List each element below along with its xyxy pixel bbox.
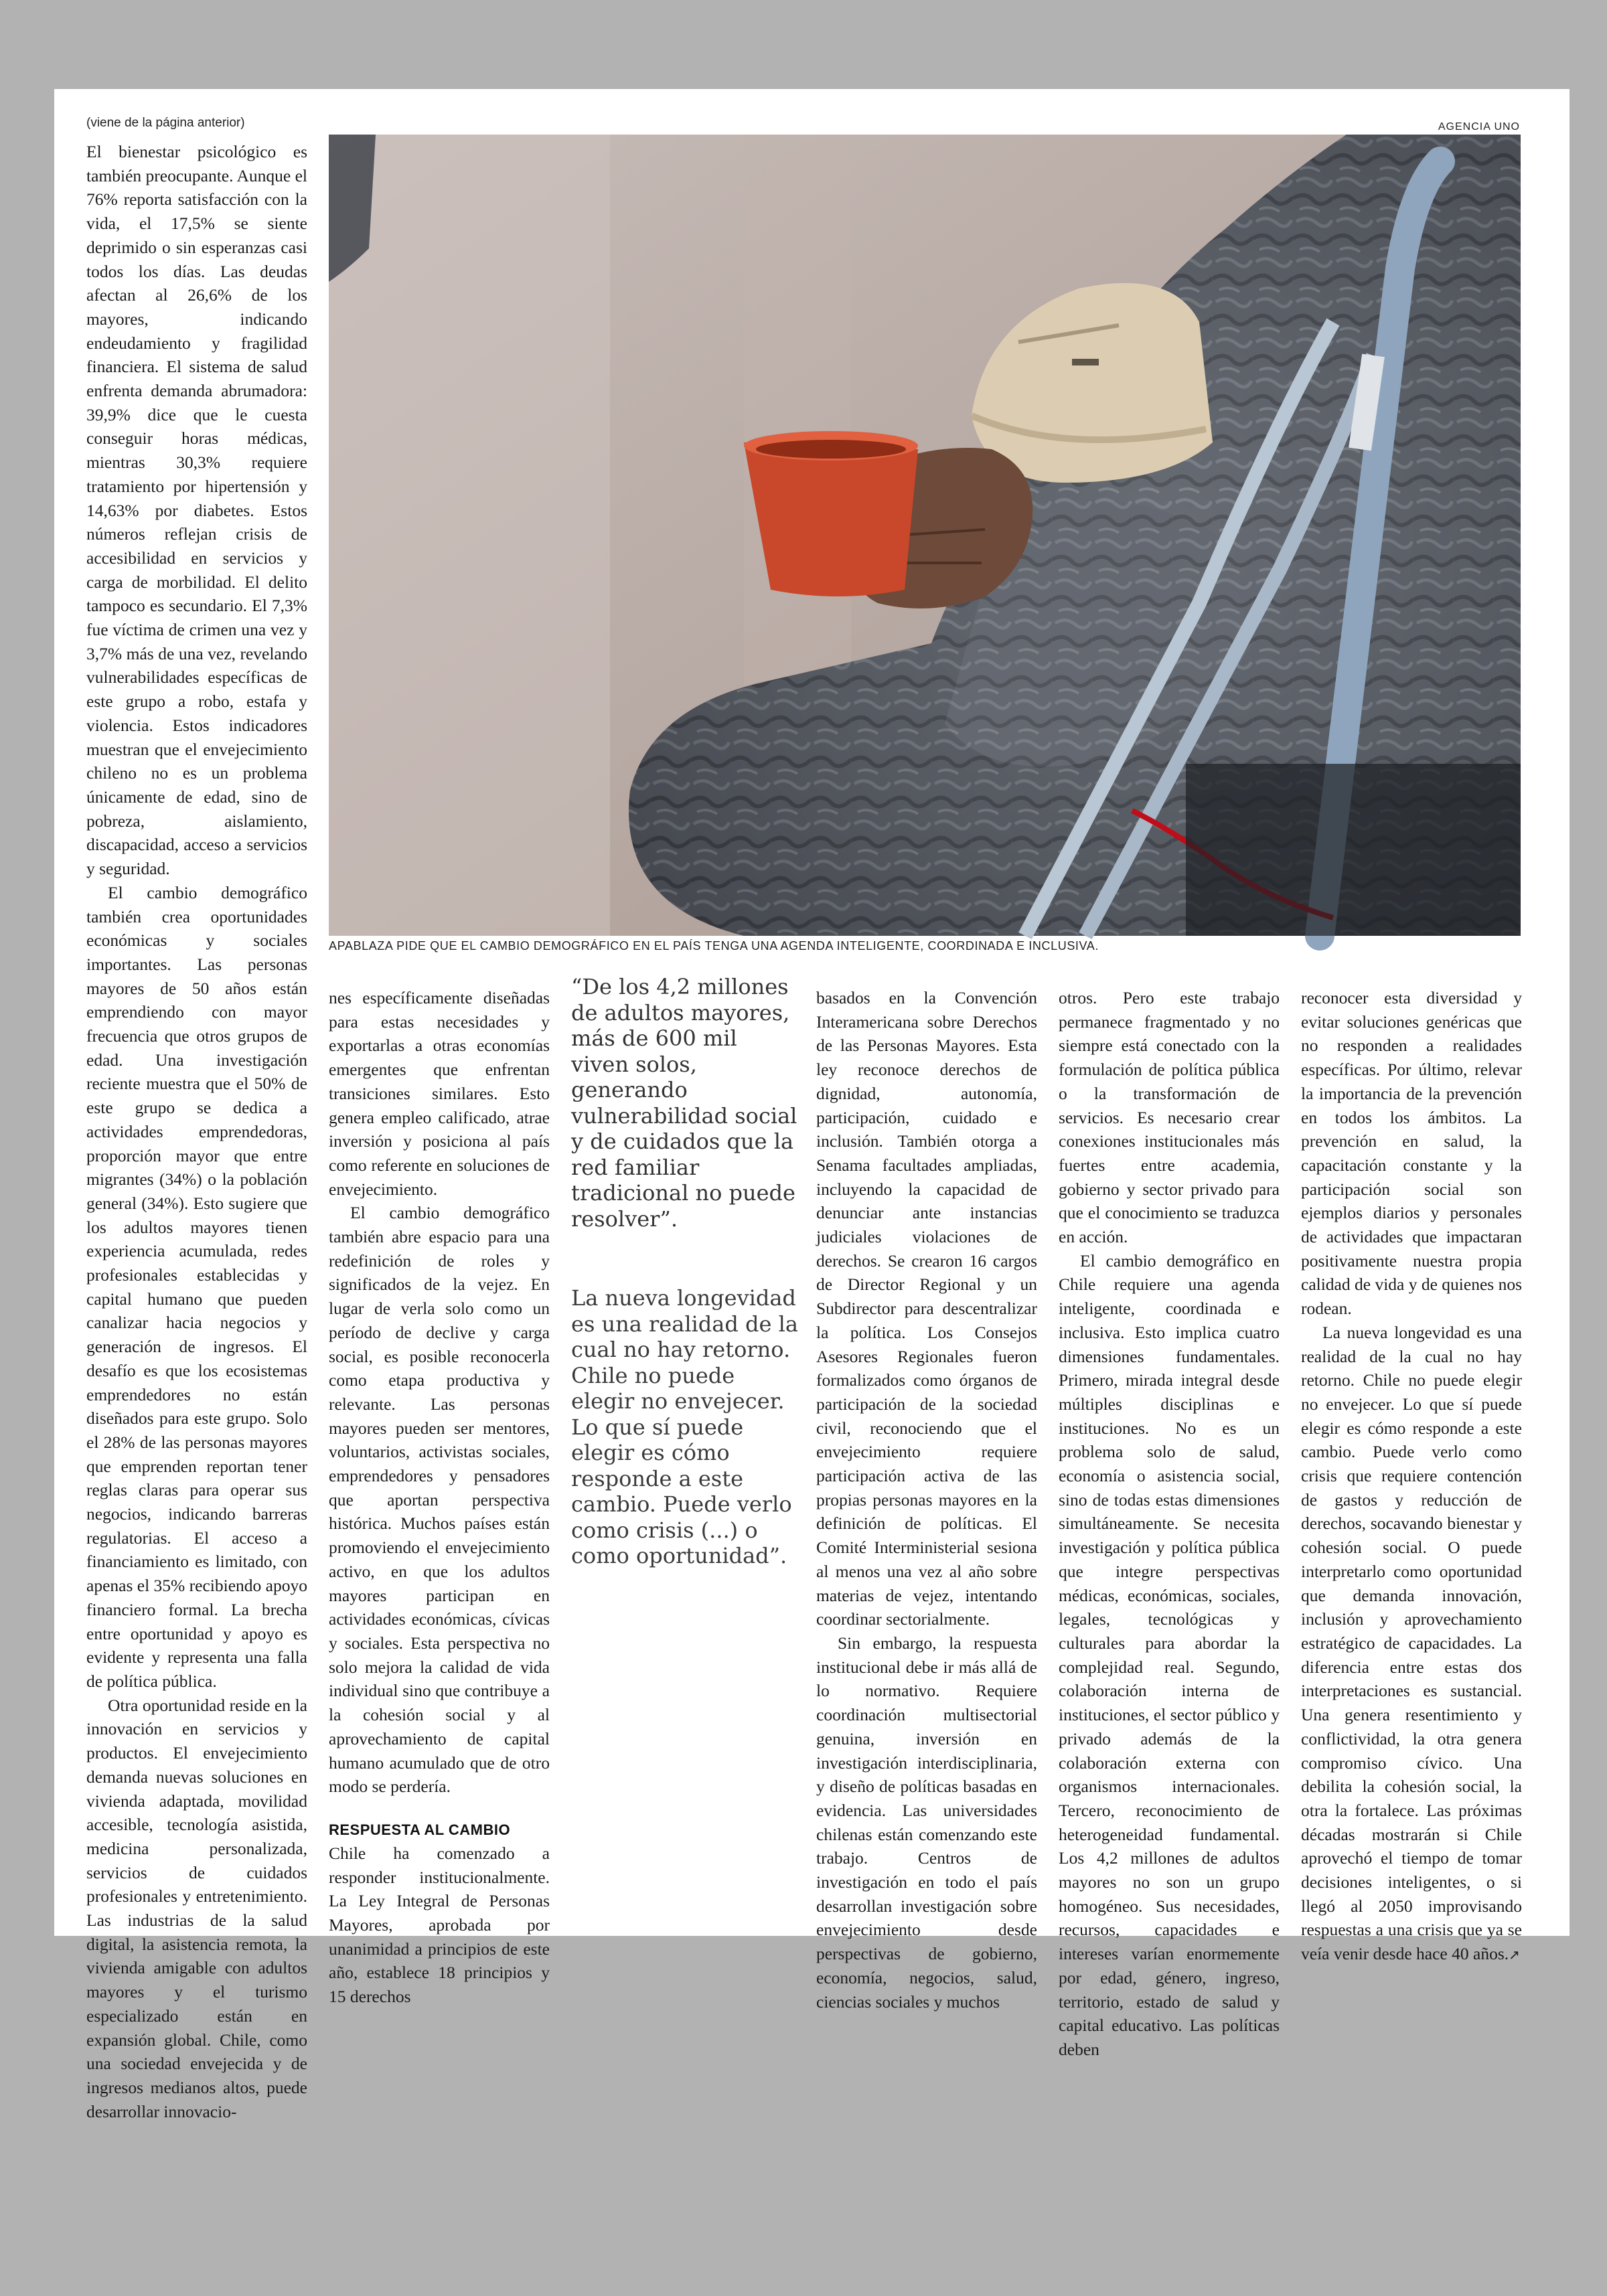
continued-from-label: (viene de la página anterior) bbox=[86, 116, 245, 130]
article-column-1 bbox=[86, 140, 307, 2121]
article-column-5 bbox=[1059, 986, 1280, 2059]
article-photo bbox=[329, 135, 1521, 936]
paragraph: El cambio demográfico también crea oportunidades económicas y sociales importantes. Las personas mayores de 50 años están emprendiendo con mayor frecuencia que otros grupos de edad. Una investigación reciente muestra que el 50% de este grupo se dedica a actividades emprendedoras, proporción mayor que entre migrantes (34%) o la población general (34%). Esto sugiere que los adultos mayores tienen experiencia acumulada, redes profesionales establecidas y capital humano que pueden canalizar hacia negocios y generación de ingresos. El desafío es que los ecosistemas emprendedores no están diseñados para este grupo. Solo el 28% de las personas mayores que emprenden reportan tener reglas claras para operar sus negocios, indicando barreras regulatorias. El acceso a financiamiento es limitado, con apenas el 35% recibiendo apoyo financiero formal. La brecha entre oportunidad y apoyo es evidente y representa una falla de política pública. bbox=[86, 882, 307, 1691]
closing-paragraph-text: La nueva longevidad es una realidad de la cual no hay retorno. Chile no puede elegir no envejecer. Lo que sí puede elegir es cómo responde a este cambio. Puede verlo como crisis que requiere contención de gastos y reducción de derechos, socavando bienestar y cohesión social. O puede interpretarlo como oportunidad que demanda innovación, inclusión y aprovechamiento estratégico de capacidades. La diferencia entre estas dos interpretaciones es sustancial. Una genera resentimiento y conflictividad, la otra genera compromiso cívico. Una debilita la cohesión social, la otra la fortalece. Las próximas décadas mostrarán si Chile aprovechó el tiempo de tomar decisiones inteligentes, o si llegó al 2050 improvisando respuestas a una crisis que ya se veía venir desde hace 40 años. bbox=[1301, 1322, 1522, 1964]
article-column-2 bbox=[329, 986, 550, 2007]
section-subhead: RESPUESTA AL CAMBIO bbox=[329, 1821, 511, 1838]
paragraph: reconocer esta diversidad y evitar soluciones genéricas que no responden a realidades específicas. Por último, relevar la importancia de la prevención en todos los ámbitos. La prevención en salud, la capacitación constante y la participación social son ejemplos diarios y personales de actividades que impactaran positivamente nuestra propia calidad de vida y de quienes nos rodean. bbox=[1301, 988, 1522, 1319]
end-mark-icon: ↗ bbox=[1509, 1947, 1520, 1963]
pull-quote: “De los 4,2 millones de adultos mayores, más de 600 mil viven solos, generando vulnerabilidad social y de cuidados que la red familiar tradicional no puede resolver”. bbox=[571, 974, 797, 1232]
photo-credit: AGENCIA UNO bbox=[1438, 121, 1520, 133]
paragraph: Sin embargo, la respuesta institucional debe ir más allá de lo normativo. Requiere coordinación multisectorial genuina, inversión en investigación interdisciplinaria, y diseño de políticas basadas en evidencia. Las universidades chilenas están comenzando este trabajo. Centros de investigación en todo el país desarrollan investigación sobre envejecimiento desde perspectivas de gobierno, economía, negocios, salud, ciencias sociales y muchos bbox=[816, 1633, 1037, 2012]
paragraph: El bienestar psicológico es también preocupante. Aunque el 76% reporta satisfacción con la vida, el 17,5% se siente deprimido o sin esperanzas casi todos los días. Las deudas afectan al 26,6% de los mayores, indicando endeudamiento y fragilidad financiera. El sistema de salud enfrenta demanda abrumadora: 39,9% dice que le cuesta conseguir horas médicas, mientras 30,3% requiere tratamiento por hipertensión y 14,63% por diabetes. Estos números reflejan crisis de accesibilidad en servicios y carga de morbilidad. El delito tampoco es secundario. El 7,3% fue víctima de crimen una vez y 3,7% más de una vez, revelando vulnerabilidades específicas de este grupo a robo, estafa y violencia. Estos indicadores muestran que el envejecimiento chileno no es un problema únicamente de edad, sino de pobreza, aislamiento, discapacidad, acceso a servicios y seguridad. bbox=[86, 142, 307, 879]
paragraph: basados en la Convención Interamericana sobre Derechos de las Personas Mayores. Esta ley reconoce derechos de dignidad, autonomía, participación, cuidado e inclusión. También otorga a Senama facultades ampliadas, incluyendo la capacidad de denunciar ante instancias judiciales violaciones de derechos. Se crearon 16 cargos de Director Regional y un Subdirector para descentralizar la política. Los Consejos Asesores Regionales fueron formalizados como órganos de participación de la sociedad civil, reconociendo que el envejecimiento requiere participación activa de las propias personas mayores en la definición de políticas. El Comité Interministerial sesiona al menos una vez al año sobre materias de vejez, intentando coordinar sectorialmente. bbox=[816, 988, 1037, 1629]
pull-quote-column bbox=[571, 974, 799, 1569]
pull-quote-secondary: La nueva longevidad es una realidad de la cual no hay retorno. Chile no puede elegir no envejecer. Lo que sí puede elegir es cómo responde a este cambio. Puede verlo como crisis (...) o como oportunidad”. bbox=[571, 1285, 798, 1568]
paragraph: El cambio demográfico también abre espacio para una redefinición de roles y significados de la vejez. En lugar de verla solo como un período de declive y carga social, es posible reconocerla como etapa productiva y relevante. Las personas mayores pueden ser mentores, voluntarios, activistas sociales, emprendedores y pensadores que aportan perspectiva histórica. Muchos países están promoviendo el envejecimiento activo, en que los adultos mayores participan en actividades económicas, cívicas y sociales. Esta perspectiva no solo mejora la calidad de vida individual sino que contribuye a la cohesión social y al aprovechamiento de capital humano acumulado que de otro modo se perdería. bbox=[329, 1203, 550, 1797]
paragraph: Otra oportunidad reside en la innovación en servicios y productos. El envejecimiento demanda nuevas soluciones en vivienda adaptada, movilidad accesible, tecnología asistida, medicina personalizada, servicios de cuidados profesionales y entretenimiento. Las industrias de la salud digital, la asistencia remota, la vivienda amigable con adultos mayores y el turismo especializado están en expansión global. Chile, como una sociedad envejecida y de ingresos medianos altos, puede desarrollar innovacio- bbox=[86, 1695, 307, 2121]
article-column-6 bbox=[1301, 986, 1522, 1964]
newspaper-page bbox=[54, 89, 1570, 2121]
article-column-4 bbox=[816, 986, 1037, 2012]
photo-caption: APABLAZA PIDE QUE EL CAMBIO DEMOGRÁFICO EN EL PAÍS TENGA UNA AGENDA INTELIGENTE, COORDINADA E INCLUSIVA. bbox=[329, 939, 1099, 953]
paragraph: nes específicamente diseñadas para estas necesidades y exportarlas a otras economías emergentes que enfrentan transiciones similares. Esto genera empleo calificado, atrae inversión y posiciona al país como referente en soluciones de envejecimiento. bbox=[329, 988, 550, 1199]
paragraph: otros. Pero este trabajo permanece fragmentado y no siempre está conectado con la formulación de política pública o la transformación de servicios. Es necesario crear conexiones institucionales más fuertes entre academia, gobierno y sector privado para que el conocimiento se traduzca en acción. bbox=[1059, 988, 1280, 1247]
paragraph: Chile ha comenzado a responder institucionalmente. La Ley Integral de Personas Mayores, aprobada por unanimidad a principios de este año, establece 18 principios y 15 derechos bbox=[329, 1843, 550, 2007]
paragraph: El cambio demográfico en Chile requiere una agenda inteligente, coordinada e inclusiva. Esto implica cuatro dimensiones fundamentales. Primero, mirada integral desde múltiples disciplinas e instituciones. No es un problema solo de salud, economía o asistencia social, sino de todas estas dimensiones simultáneamente. Se necesita investigación y política pública que integre perspectivas médicas, económicas, sociales, legales, tecnológicas y culturales para abordar la complejidad real. Segundo, colaboración interna de instituciones, el sector público y privado además de la colaboración externa con organismos internacionales. Tercero, reconocimiento de heterogeneidad fundamental. Los 4,2 millones de adultos mayores no son un grupo homogéneo. Sus necesidades, recursos, capacidades e intereses varían enormemente por edad, género, ingreso, territorio, estado de salud y capital educativo. Las políticas deben bbox=[1059, 1250, 1280, 2059]
paragraph bbox=[1301, 1321, 1522, 1967]
